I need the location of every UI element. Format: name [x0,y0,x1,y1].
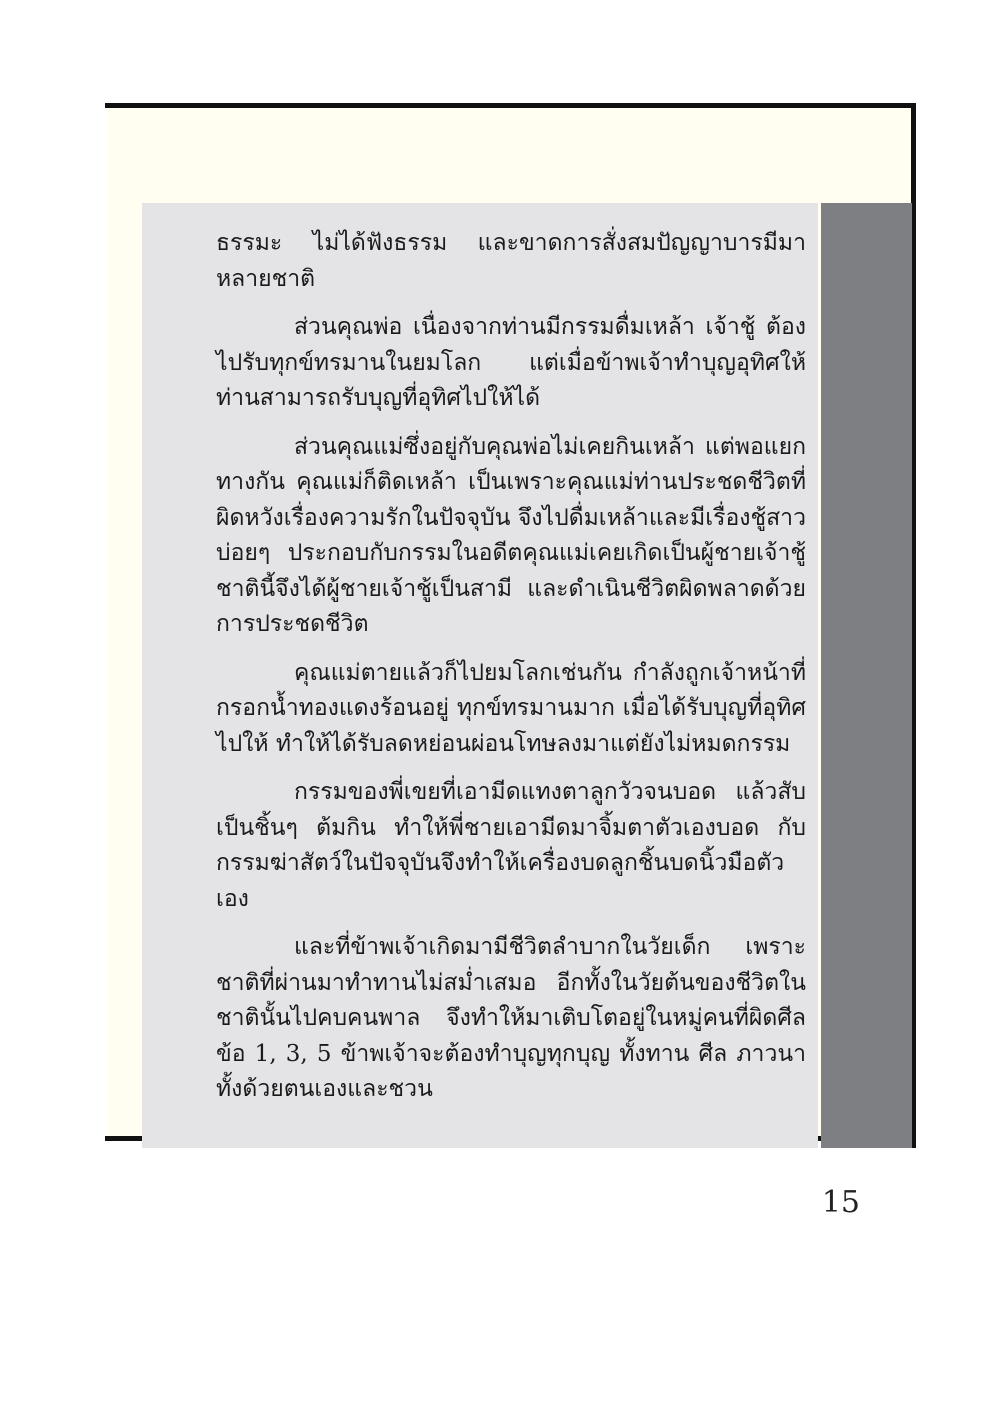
paragraph-narrator: และที่ข้าพเจ้าเกิดมามีชีวิตลำบากในวัยเด็ก เพราะชาติที่ผ่านมาทำทานไม่สม่ำเสมอ อีกทั้งในวัยต้นของชีวิตในชาตินั้นไปคบคนพาล จึงทำให้มาเติบโตอยู่ในหมู่คนที่ผิดศีลข้อ 1, 3, 5 ข้าพเจ้าจะต้องทำบุญทุกบุญ ทั้งทาน ศีล ภาวนา ทั้งด้วยตนเองและชวน [216,934,806,1102]
gray-side-bar [821,203,912,1148]
paragraph-brother-in-law: กรรมของพี่เขยที่เอามีดแทงตาลูกวัวจนบอด แล้วสับเป็นชิ้นๆ ต้มกิน ทำให้พี่ชายเอามีดมาจิ้มตาตัวเองบอด กับกรรมฆ่าสัตว์ในปัจจุบันจึงทำให้เครื่องบดลูกชิ้นบดนิ้วมือตัวเอง [216,779,806,912]
frame-top-border [105,103,915,108]
paragraph-father: ส่วนคุณพ่อ เนื่องจากท่านมีกรรมดื่มเหล้า เจ้าชู้ ต้องไปรับทุกข์ทรมานในยมโลก แต่เมื่อข้าพเจ้าทำบุญอุทิศให้ ท่านสามารถรับบุญที่อุทิศไปให้ได้ [216,314,806,411]
body-text [216,226,806,1108]
paragraph-mother-afterlife: คุณแม่ตายแล้วก็ไปยมโลกเช่นกัน กำลังถูกเจ้าหน้าที่กรอกน้ำทองแดงร้อนอยู่ ทุกข์ทรมานมาก เมื่อได้รับบุญที่อุทิศไปให้ ทำให้ได้รับลดหย่อนผ่อนโทษลงมาแต่ยังไม่หมดกรรม [216,659,806,757]
paragraph-continuation: ธรรมะ ไม่ได้ฟังธรรม และขาดการสั่งสมปัญญาบารมีมาหลายชาติ [216,230,806,292]
page-number: 15 [821,1185,860,1220]
paragraph-mother: ส่วนคุณแม่ซึ่งอยู่กับคุณพ่อไม่เคยกินเหล้า แต่พอแยกทางกัน คุณแม่ก็ติดเหล้า เป็นเพราะคุณแม่ท่านประชดชีวิตที่ผิดหวังเรื่องความรักในปัจจุบัน จึงไปดื่มเหล้าและมีเรื่องชู้สาวบ่อยๆ ประกอบกับกรรมในอดีตคุณแม่เคยเกิดเป็นผู้ชายเจ้าชู้ ชาตินี้จึงได้ผู้ชายเจ้าชู้เป็นสามี และดำเนินชีวิตผิดพลาดด้วยการประชดชีวิต [216,433,806,637]
